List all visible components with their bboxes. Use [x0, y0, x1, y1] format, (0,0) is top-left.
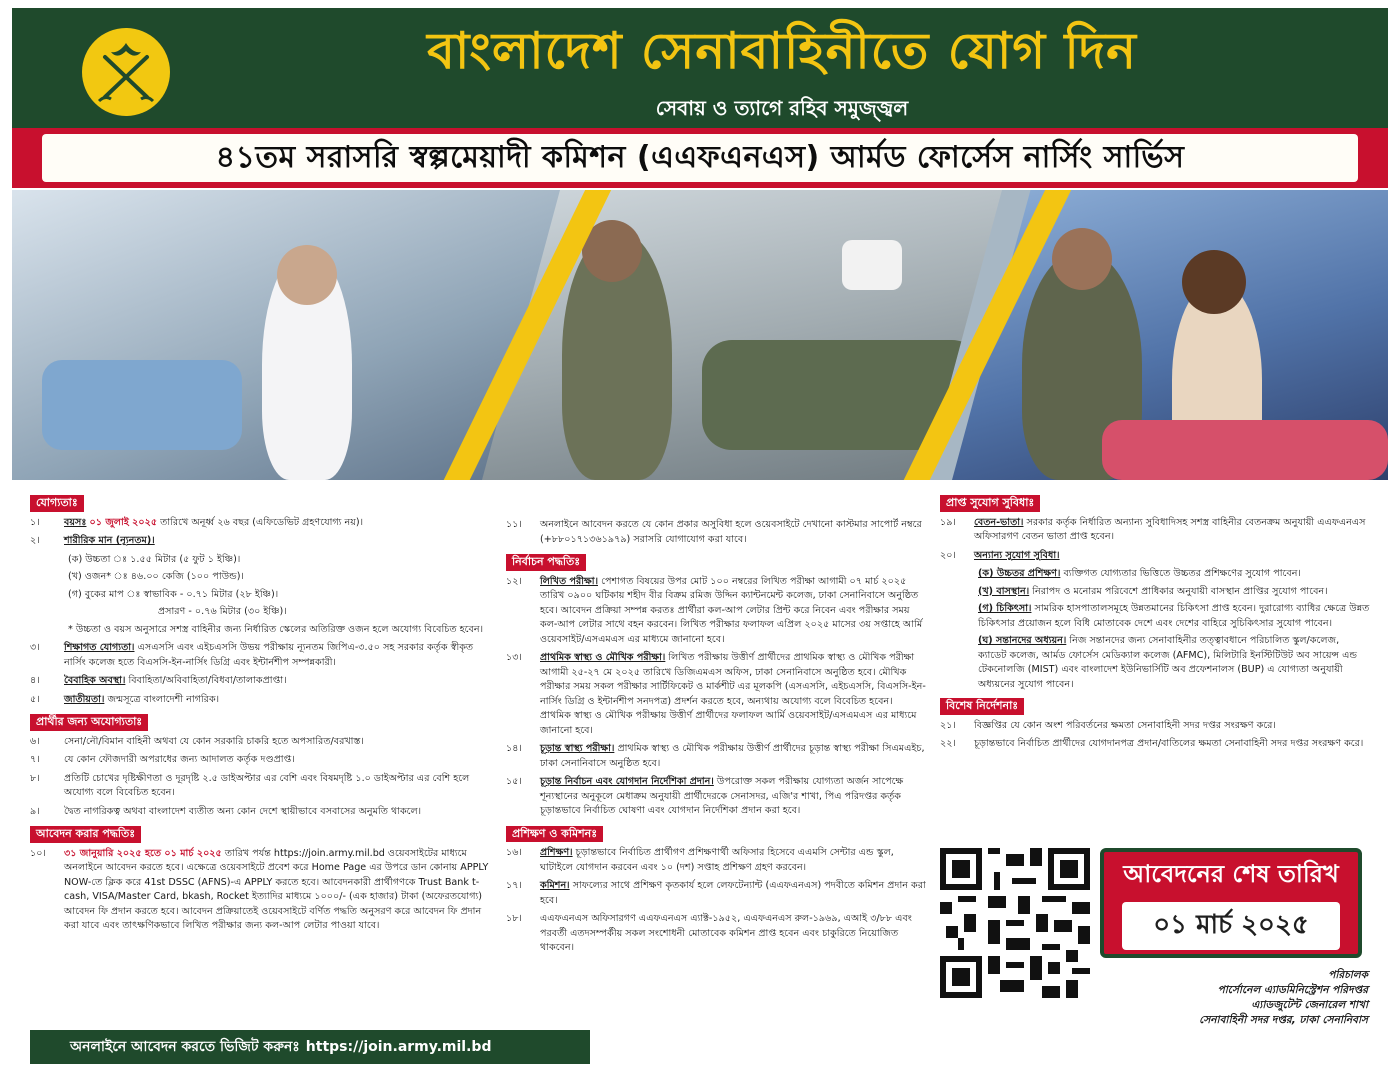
header-banner: [12, 8, 1388, 128]
physical-chest-expanded: প্রসারণ - ০.৭৬ মিটার (৩০ ইঞ্চি)।: [158, 606, 287, 617]
photo-strip: [12, 190, 1388, 480]
list-item: ৪। বৈবাহিক অবস্থা। বিবাহিতা/অবিবাহিতা/বিধবা/তালাকপ্রাপ্তা।: [30, 675, 287, 686]
qr-code-icon[interactable]: [940, 848, 1090, 998]
army-emblem-icon: [82, 28, 170, 116]
list-item: ১৯। বেতন-ভাতা। সরকার কর্তৃক নির্ধারিত অন্যান্য সুবিধাদিসহ সশস্ত্র বাহিনীর বেতনক্রম অনুযায়ী এএফএনএস অফিসারগণ বেতন ভাতা প্রাপ্ত হবেন।: [940, 516, 1366, 542]
subtitle-banner: [12, 128, 1388, 188]
tagline: সেবায় ও ত্যাগে রহিব সমুজ্জ্বল: [655, 96, 909, 120]
section-title-benefits: প্রাপ্ত সুযোগ সুবিধাঃ: [940, 495, 1040, 512]
list-item: ১২। লিখিত পরীক্ষা। পেশাগত বিষয়ের উপর মোট ১০০ নম্বরের লিখিত পরীক্ষা আগামী ০৭ মার্চ ২০২৫ তারিখ ০৯০০ ঘটিকায় শহীদ বীর বিক্রম রমিজ উদ্দিন ক্যান্টনমেন্ট কলেজ, ঢাকা সেনানিবাসে অনুষ্ঠিত হবে। আবেদন প্রক্রিয়া সম্পন্ন করতঃ প্রার্থীরা কল-আপ লেটার প্রিন্ট করে নিবেন এবং পরীক্ষার সময় কল-আপ লেটার সাথে বহন করবেন। লিখিত পরীক্ষার ফলাফল এপ্রিল ২০২৫ মাসের ৩য় সপ্তাহে আর্মি ওয়েবসাইট/এসএমএস এর মাধ্যমে জানানো হবে।: [506, 575, 923, 645]
deadline-date: ০১ মার্চ ২০২৫: [1122, 902, 1340, 950]
footer-bar: [30, 1030, 590, 1064]
column-benefits: [940, 492, 1370, 756]
list-item: ৭। যে কোন ফৌজদারী অপরাধের জন্য আদালত কর্তৃক দণ্ডপ্রাপ্ত।: [30, 754, 295, 765]
list-item: ১৮। এএফএনএস অফিসারগণ এএফএনএস এ্যাক্ট-১৯৫২, এএফএনএস রুল-১৯৬৯, এআই ৩/৮৮ এবং পরবর্তী এতদসম্পর্কীয় সকল সংশোধনী মোতাবেক কমিশন প্রাপ্ত হবেন এবং চাকুরিতে নিয়োজিত থাকবেন।: [506, 913, 912, 953]
list-item: ১০। ৩১ জানুয়ারি ২০২৫ হতে ০১ মার্চ ২০২৫ তারিখ পর্যন্ত https://join.army.mil.bd ওয়েবসাইটের মাধ্যমে অনলাইনে আবেদন করতে হবে। এক্ষেত্রে ওয়েবসাইটে প্রবেশ করে Home Page এর উপরে ডান কোনায় APPLY NOW-তে ক্লিক করে 41st DSSC (AFNS)-এ APPLY করতে হবে। আবেদনকারী প্রার্থীগণকে Trust Bank t-cash, VISA/Master Card, bkash, Rocket ইত্যাদির মাধ্যমে ১০০০/- (এক হাজার) টাকা (অফেরতযোগ্য) আবেদন ফি প্রদান করতে হবে। আবেদন প্রক্রিয়াতেই ওয়েবসাইটে বর্ণিত পদ্ধতি অনুসরণ করে আবেদন ফি প্রদান করা যাবে এবং তাৎক্ষণিকভাবে লিখিত পরীক্ষার জন্য কল-আপ লেটার পাওয়া যাবে।: [30, 847, 489, 931]
list-item: ৬। সেনা/নৌ/বিমান বাহিনী অথবা যে কোন সরকারি চাকরি হতে অপসারিত/বরখাস্ত।: [30, 735, 364, 747]
benefit-training: (ক) উচ্চতর প্রশিক্ষণ। ব্যক্তিগত যোগ্যতার ভিত্তিতে উচ্চতর প্রশিক্ষণের সুযোগ পাবেন।: [978, 568, 1301, 579]
list-item: ১৫। চূড়ান্ত নির্বাচন এবং যোগদান নির্দেশিকা প্রদান। উপরোক্ত সকল পরীক্ষায় যোগ্যতা অর্জন সাপেক্ষে শূন্যস্থানের অনুকূলে মেধাক্রম অনুযায়ী প্রার্থীদেরকে সেনাসদর, এজি'র শাখা, পিএ পরিদপ্তর কর্তৃক চূড়ান্তভাবে নির্বাচিত ঘোষণা এবং যোগদান নির্দেশিকা প্রদান করা হবে।: [506, 776, 904, 816]
section-title-special: বিশেষ নির্দেশনাঃ: [940, 698, 1024, 715]
footer-label: অনলাইনে আবেদন করতে ভিজিট করুনঃ: [70, 1039, 300, 1055]
list-item: ২২। চূড়ান্তভাবে নির্বাচিত প্রার্থীদের যোগদানপত্র প্রদান/বাতিলের ক্ষমতা সেনাবাহিনী সদর দপ্তর সংরক্ষণ করে।: [940, 738, 1364, 749]
physical-chest: (গ) বুকের মাপ ঃ স্বাভাবিক - ০.৭১ মিটার (২৮ ইঞ্চি)।: [68, 588, 279, 600]
list-item: ১৬। প্রশিক্ষণ। চূড়ান্তভাবে নির্বাচিত প্রার্থীগণ প্রশিক্ষণার্থী অফিসার হিসেবে এএমসি সেন্টার এন্ড স্কুল, ঘাটাইলে যোগদান করবেন এবং ১০ (দশ) সপ্তাহ প্রশিক্ষণ গ্রহণ করবেন।: [506, 847, 894, 873]
benefit-education: (ঘ) সন্তানদের অধ্যয়ন। নিজ সন্তানদের জন্য সেনাবাহিনীর তত্ত্বাবধানে পরিচালিত স্কুল/কলেজ, ক্যাডেট কলেজ, আর্মড ফোর্সেস মেডিক্যাল কলেজ (AFMC), মিলিটারি ইনস্টিটিউট অব সায়েন্স এন্ড টেকনোলজি (MIST) এবং বাংলাদেশ ইউনিভার্সিটি অব প্রফেশনালস (BUP) এ যোগ্যতা অনুযায়ী অধ্যয়নের সুযোগ পাবেন।: [978, 635, 1358, 690]
section-title-apply: আবেদন করার পদ্ধতিঃ: [30, 826, 141, 843]
column-eligibility: [30, 492, 490, 938]
photo-nurse-child: [952, 190, 1388, 480]
section-title-ineligibility: প্রার্থীর জন্য অযোগ্যতাঃ: [30, 714, 148, 731]
list-item: ২। শারীরিক মান (ন্যূনতম)।: [30, 535, 155, 546]
section-title-training: প্রশিক্ষণ ও কমিশনঃ: [506, 826, 603, 843]
deadline-box: [1100, 848, 1362, 958]
physical-note: * উচ্চতা ও বয়স অনুসারে সশস্ত্র বাহিনীর জন্য নির্ধারিত স্কেলের অতিরিক্ত ওজন হলে অযোগ্য বিবেচিত হবেন।: [68, 623, 484, 635]
list-item: ১। বয়সঃ ০১ জুলাই ২০২৫ তারিখে অনূর্ধ্ব ২৬ বছর (এফিডেভিট গ্রহণযোগ্য নয়)।: [30, 516, 364, 528]
physical-weight: (খ) ওজন* ঃ ৪৬.০০ কেজি (১০০ পাউন্ড)।: [68, 571, 244, 582]
list-item: ৮। প্রতিটি চোখের দৃষ্টিক্ষীণতা ও দূরদৃষ্টি ২.৫ ডাইঅপ্টার এর বেশি এবং বিষমদৃষ্টি ১.০ ডাইঅপ্টার এর বেশি হলে অযোগ্য বলে বিবেচিত হবেন।: [30, 772, 470, 798]
list-item: ১১। অনলাইনে আবেদন করতে যে কোন প্রকার অসুবিধা হলে ওয়েবসাইটে দেখানো কাস্টমার সাপোর্ট নম্বরে (+৮৮০১৭১৩৬১৯৭৯) সরাসরি যোগাযোগ করা যাবে।: [506, 519, 922, 545]
list-item: ৫। জাতীয়তা। জন্মসূত্রে বাংলাদেশী নাগরিক।: [30, 693, 220, 705]
list-item: ৯। দ্বৈত নাগরিকত্ব অথবা বাংলাদেশ ব্যতীত অন্য কোন দেশে স্থায়ীভাবে বসবাসের অনুমতি থাকলে।: [30, 805, 422, 817]
subtitle: ৪১তম সরাসরি স্বল্পমেয়াদী কমিশন (এএফএনএস) আর্মড ফোর্সেস নার্সিং সার্ভিস: [215, 139, 1185, 175]
list-item: ১৩। প্রাথমিক স্বাস্থ্য ও মৌখিক পরীক্ষা। লিখিত পরীক্ষায় উত্তীর্ণ প্রার্থীদের প্রাথমিক স্বাস্থ্য ও মৌখিক পরীক্ষা আগামী ২৫-২৭ মে ২০২৫ তারিখে ডিজিএমএস অফিস, ঢাকা সেনানিবাসে অনুষ্ঠিত হবে। মৌখিক পরীক্ষার সময় সকল পরীক্ষার সার্টিফিকেট ও মার্কশীট এর মূলকপি (এসএসসি, এইচএসসি, বিএসসি-ইন-নার্সিং ডিগ্রি ও ইন্টার্নশীপ সনদপত্র) প্রদর্শন করতে হবে, অন্যথায় অযোগ্য বলে বিবেচিত হবেন। প্রাথমিক স্বাস্থ্য ও মৌখিক পরীক্ষায় উত্তীর্ণ প্রার্থীদের ফলাফল আর্মি ওয়েবসাইট/এসএমএস এর মাধ্যমে জানানো হবে।: [506, 652, 926, 736]
section-title-eligibility: যোগ্যতাঃ: [30, 495, 84, 512]
benefit-medical: (গ) চিকিৎসা। সামরিক হাসপাতালসমূহে উন্নতমানের চিকিৎসা প্রাপ্ত হবেন। দুরারোগ্য ব্যাধির ক্ষেত্রে উন্নত চিকিৎসার প্রয়োজন হলে বিধি মোতাবেক দেশে এবং দেশের বাহিরে সুচিকিৎসার সুযোগ পাবেন।: [978, 603, 1370, 629]
deadline-label: আবেদনের শেষ তারিখ: [1123, 860, 1339, 888]
director-block: পরিচালক পার্সোনেল এ্যাডমিনিস্ট্রেশন পরিদপ্তর এ্যাডজুটেন্ট জেনারেল শাখা সেনাবাহিনী সদর দপ্তর, ঢাকা সেনানিবাস: [1199, 969, 1368, 1026]
list-item: ২১। বিজ্ঞপ্তির যে কোন অংশ পরিবর্তনের ক্ষমতা সেনাবাহিনী সদর দপ্তর সংরক্ষণ করে।: [940, 719, 1276, 731]
main-title: বাংলাদেশ সেনাবাহিনীতে যোগ দিন: [427, 22, 1137, 80]
list-item: ১৭। কমিশন। সাফল্যের সাথে প্রশিক্ষণ কৃতকার্য হলে লেফটেন্যান্ট (এএফএনএস) পদবীতে কমিশন প্রদান করা হবে।: [506, 880, 926, 906]
physical-height: (ক) উচ্চতা ঃ ১.৫৫ মিটার (৫ ফুট ১ ইঞ্চি)।: [68, 553, 241, 565]
column-selection: [506, 492, 926, 960]
footer-url-link[interactable]: https://join.army.mil.bd: [305, 1039, 492, 1055]
list-item: ২০। অন্যান্য সুযোগ সুবিধা।: [940, 549, 1060, 561]
section-title-selection: নির্বাচন পদ্ধতিঃ: [506, 554, 586, 571]
list-item: ৩। শিক্ষাগত যোগ্যতা। এসএসসি এবং এইচএসসি উভয় পরীক্ষায় ন্যূনতম জিপিএ-৩.৫০ সহ সরকার কর্তৃক স্বীকৃত নার্সিং কলেজ হতে বিএসসি-ইন-নার্সিং ডিগ্রি এবং ইন্টার্নশীপ সম্পন্নকারী।: [30, 642, 474, 668]
benefit-housing: (খ) বাসস্থান। নিরাপদ ও মনোরম পরিবেশে প্রাধিকার অনুযায়ী বাসস্থান প্রাপ্তির সুযোগ পাবেন।: [978, 585, 1328, 597]
list-item: ১৪। চূড়ান্ত স্বাস্থ্য পরীক্ষা। প্রাথমিক স্বাস্থ্য ও মৌখিক পরীক্ষায় উত্তীর্ণ প্রার্থীদের চূড়ান্ত স্বাস্থ্য পরীক্ষা সিএমএইচ, ঢাকা সেনানিবাসে অনুষ্ঠিত হবে।: [506, 743, 925, 769]
